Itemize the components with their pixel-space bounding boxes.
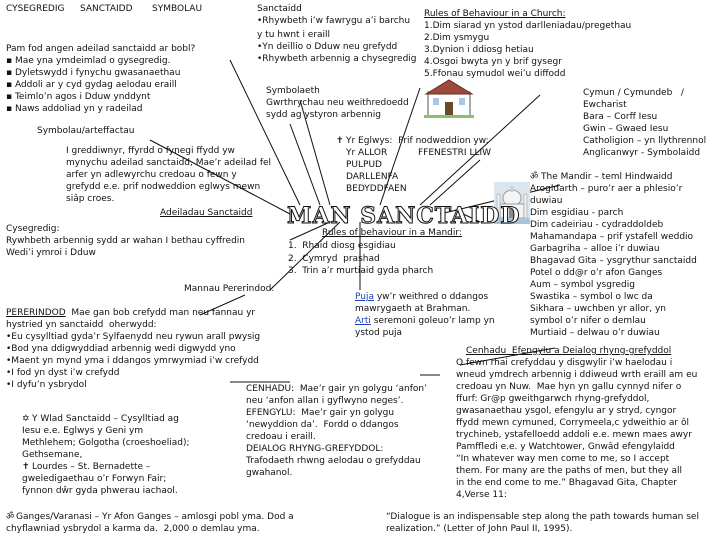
adeiladau-label: Adeiladau Sanctaidd — [160, 208, 253, 218]
cysegredig-line: Cysegredig: — [6, 224, 60, 234]
mandir-line: Dim cadeiriau - cydraddoldeb — [530, 220, 664, 230]
dialogue-line: realization.” (Letter of John Paul II, 1995). — [386, 524, 573, 534]
cysegredig-line: Rywhbeth arbennig sydd ar wahan I bethau cyffredin — [6, 236, 245, 246]
ganges-line: Ganges/Varanasi – Yr Afon Ganges – amlosgi pobl yma. Dod a — [16, 512, 294, 522]
cymun-line: Bara – Corff Iesu — [583, 112, 658, 122]
symbolaeth-line: Symbolaeth — [266, 86, 320, 96]
cenhadu-line: wneud ymdrech arbennig i ddiweud wrth eraill am eu — [456, 370, 698, 380]
pererindod-rest: Mae gan bob crefydd man neu fannau yr — [65, 308, 256, 318]
pam-line: Pam fod angen adeilad sanctaidd ar bobl? — [6, 44, 196, 54]
wlad-line: Gethsemane, — [22, 450, 83, 460]
rules-mandir-item: 3. Trin a’r murtiaid gyda pharch — [288, 266, 434, 276]
eglwys-feature: DARLLENFA — [346, 172, 399, 182]
mandir-line: Murtiaid – delwau o’r duwiau — [530, 328, 660, 338]
cymun-line: Ewcharist — [583, 100, 627, 110]
wlad-line: Iesu e.e. Eglwys y Geni ym — [22, 426, 144, 436]
symbolaeth-line: sydd ag ystyron arbennig — [266, 110, 381, 120]
mandir-line: symbol o’r nifer o demlau — [530, 316, 646, 326]
rules-mandir-title: Rules of behaviour in a Mandir: — [322, 228, 462, 238]
cenhadu-line: trychineb, ystafelloedd addoli e.e. mewn maes awyr — [456, 430, 692, 440]
header-cysegredig: CYSEGREDIG — [6, 4, 65, 14]
eglwys-heading: Yr Eglwys: Prif nodweddion yw: — [346, 136, 489, 146]
cysegredig-line: Wedi’i ymroi i Dduw — [6, 248, 96, 258]
rules-church-item: 1.Dim siarad yn ystod darlleniadau/pregethau — [424, 21, 632, 31]
cenhadu-line: credoau yn Nuw. Mae hyn yn gallu cynnyd nifer o — [456, 382, 682, 392]
wlad-line: gweledigaethau o’r Forwyn Fair; — [22, 474, 167, 484]
cenhadu-mid-line: credoau i eraill. — [246, 432, 316, 442]
greddfol-line: siâp croes. — [66, 194, 115, 204]
mandir-line: Arogldarth – puro’r aer a phlesio’r — [530, 184, 683, 194]
puja-rest: yw’r weithred o ddangos — [374, 292, 489, 302]
symbolau-label: Symbolau/arteffactau — [37, 126, 135, 136]
cenhadu-line: ffurf: Gr@p gweithgarwch rhyng-grefyddol, — [456, 394, 650, 404]
mandir-line: duwiau — [530, 196, 563, 206]
puja-line: mawrygaeth at Brahman. — [355, 304, 471, 314]
mandir-line: Swastika – symbol o lwc da — [530, 292, 653, 302]
greddfol-line: arfer yn adlewyrchu credoau o fewn y — [66, 170, 237, 180]
cymun-line: Gwin – Gwaed Iesu — [583, 124, 669, 134]
rules-church-item: 2.Dim ysmygu — [424, 33, 490, 43]
puja-word: Puja — [355, 292, 374, 302]
cenhadu-line: Pamffledi e.e. y Watchtower, Gnwâd efengylaidd — [456, 442, 675, 452]
mandir-line: Aum – symbol ysgredig — [530, 280, 635, 290]
sanctaidd-line: •Yn deillio o Dduw neu grefydd — [257, 42, 398, 52]
greddfol-line: I greddiwnyr, ffyrdd o fynegi ffydd yw — [66, 146, 235, 156]
puja-line — [355, 292, 488, 303]
cymun-line: Cymun / Cymundeb / — [583, 88, 684, 98]
cenhadu-mid-line: neu ‘anfon allan i gyflwyno neges’. — [246, 396, 404, 406]
mandir-line: Bhagavad Gita – ysgrythur sanctaidd — [530, 256, 697, 266]
arti-line — [355, 316, 495, 327]
rules-church-title: Rules of Behaviour in a Church: — [424, 9, 566, 19]
central-title: MAN SANCTAIDD — [287, 203, 521, 229]
sanctaidd-line: •Rhywbeth arbennig a chysegredig — [257, 54, 417, 64]
arti-word: Arti — [355, 316, 371, 326]
header-sanctaidd: SANCTAIDD — [80, 4, 133, 14]
rules-mandir-item: 2. Cymryd prashad — [288, 254, 380, 264]
cenhadu-mid-line: Trafodaeth rhwng aelodau o grefyddau — [246, 456, 421, 466]
cenhadu-line: O fewn rhai crefyddau y disgwylir i’w haelodau i — [456, 358, 673, 368]
eglwys-feature: Yr ALLOR — [346, 148, 388, 158]
cenhadu-mid-line: EFENGYLU: Mae’r gair yn golygu — [246, 408, 395, 418]
cenhadu-line: “In whatever way men come to me, so I accept — [456, 454, 670, 464]
sanctaidd-line: y tu hwnt i eraill — [257, 30, 331, 40]
puja-line: ystod puja — [355, 328, 403, 338]
cenhadu-mid-line: gwahanol. — [246, 468, 293, 478]
cross-icon: ✝ — [336, 136, 344, 146]
cenhadu-mid-line: DEIALOG RHYNG-GREFYDDOL: — [246, 444, 384, 454]
cenhadu-line: in the end come to me.” Bhagavad Gita, Chapter — [456, 478, 677, 488]
cymun-line: Anglicanwyr - Symbolaidd — [583, 148, 701, 158]
mandir-line: The Mandir – teml Hindwaidd — [541, 172, 673, 182]
sanctaidd-line: •Rhywbeth i’w fawrygu a’i barchu — [257, 16, 411, 26]
rules-mandir-item: 1. Rhaid diosg esgidiau — [288, 241, 396, 251]
cenhadu-line: them. For many are the paths of men, but they all — [456, 466, 682, 476]
eglwys-feature: BEDYDDFAEN — [346, 184, 407, 194]
pam-line: ▪ Naws addoliad yn y radeilad — [6, 104, 143, 114]
pererindod-line: •I dyfu’n ysbrydol — [6, 380, 87, 390]
dialogue-line: “Dialogue is an indispensable step along the path towards human sel — [386, 512, 699, 522]
om-small-icon: ॐ — [6, 512, 15, 522]
mandir-line: Garbagriha – alloe i’r duwiau — [530, 244, 660, 254]
sanctaidd-line: Sanctaidd — [257, 4, 302, 14]
eglwys-feature: FFENESTRI LLIW — [418, 148, 492, 158]
pererindod-line: •I fod yn dyst i’w crefydd — [6, 368, 120, 378]
greddfol-line: grefydd e.e. prif nodweddion eglwys mewn — [66, 182, 261, 192]
arti-rest: seremoni goleuo’r lamp yn — [370, 316, 495, 326]
cenhadu-heading: Cenhadu Efengylu a Deialog rhyng-grefyddol — [466, 346, 672, 356]
rules-church-item: 4.Osgoi bwyta yn y brif gysegr — [424, 57, 562, 67]
rules-church-item: 5.Ffonau symudol wei’u diffodd — [424, 69, 566, 79]
cenhadu-line: ffydd mewn cymuned, Corrymeela,c ydweithio ar ôl — [456, 418, 689, 428]
header-symbolau: SYMBOLAU — [152, 4, 203, 14]
wlad-line: Lourdes – St. Bernadette – — [32, 462, 151, 472]
wlad-line: fynnon dŵr gyda phwerau iachaol. — [22, 486, 178, 496]
mandir-line: Sikhara – uwchben yr allor, yn — [530, 304, 666, 314]
cymun-line: Catholigion – yn llythrennol — [583, 136, 707, 146]
mandir-line: Potel o dd@r o’r afon Ganges — [530, 268, 663, 278]
pererindod-line: •Maent yn mynd yma i ddangos ymrwymiad i’w crefydd — [6, 356, 259, 366]
cenhadu-line: 4,Verse 11: — [456, 490, 507, 500]
cenhadu-mid-line: ‘newyddion da’. Fordd o ddangos — [246, 420, 399, 430]
pererindod-line: hystried yn sanctaidd oherwydd: — [6, 320, 157, 330]
mandir-line: Mahamandapa – prif ystafell weddio — [530, 232, 694, 242]
symbolaeth-line: Gwrthrychau neu weithredoedd — [266, 98, 409, 108]
mannau-label: Mannau Pererindod: — [184, 284, 275, 294]
pam-line: ▪ Mae yna ymdeimlad o gysegredig. — [6, 56, 171, 66]
pam-line: ▪ Teimlo’n agos i Dduw ynddynt — [6, 92, 151, 102]
wlad-symbol-icon: ✡ — [22, 414, 30, 424]
ganges-line: chyflawniad ysbrydol a karma da. 2,000 o demlau yma. — [6, 524, 260, 534]
pererindod-line: •Bod yna ddigwyddiad arbennig wedi digwydd yno — [6, 344, 236, 354]
pam-line: ▪ Addoli ar y cyd gydag aelodau eraill — [6, 80, 177, 90]
mandir-line: Dim esgidiau - parch — [530, 208, 624, 218]
pererindod-head — [6, 308, 255, 319]
om-icon: ॐ — [530, 172, 539, 182]
wlad-line: Y Wlad Sanctaidd – Cysylltiad ag — [32, 414, 179, 424]
greddfol-line: mynychu adeilad sanctaidd, Mae’r adeilad fel — [66, 158, 272, 168]
pererindod-word: PERERINDOD — [6, 308, 66, 318]
pererindod-line: •Eu cysylltiad gyda’r Sylfaenydd neu rywun arall pwysig — [6, 332, 261, 342]
church-picture — [424, 78, 474, 118]
cenhadu-line: gwasanaethau ysgol, efengylu ar y stryd, cyngor — [456, 406, 677, 416]
eglwys-feature: PULPUD — [346, 160, 382, 170]
pam-line: ▪ Dyletswydd i fynychu gwasanaethau — [6, 68, 181, 78]
wlad-line: Methlehem; Golgotha (croeshoeliad); — [22, 438, 190, 448]
rules-church-item: 3.Dynion i ddiosg hetiau — [424, 45, 534, 55]
cross-small-icon: ✝ — [22, 462, 30, 472]
cenhadu-mid-line: CENHADU: Mae’r gair yn golygu ‘anfon’ — [246, 384, 427, 394]
